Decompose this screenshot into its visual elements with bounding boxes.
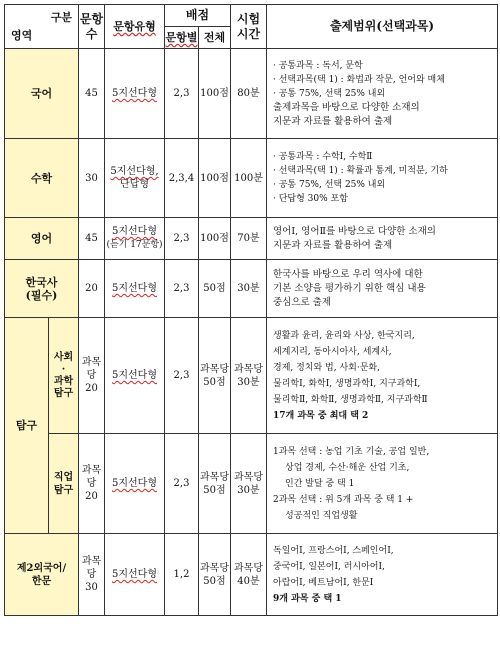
social-total: 과목당 50점 — [199, 318, 231, 434]
history-time: 30분 — [231, 260, 267, 318]
math-count: 30 — [79, 139, 105, 218]
vocational-range: 1과목 선택 : 농업 기초 기술, 공업 일반, 상업 경제, 수산·해운 산업 기초, 인간 발달 중 택 1 2과목 선택 : 위 5개 과목 중 택 1 + 성공적인 직업생활 — [267, 434, 498, 534]
history-count: 20 — [79, 260, 105, 318]
vocational-total: 과목당 50점 — [199, 434, 231, 534]
social-time: 과목당 30분 — [231, 318, 267, 434]
math-type: 5지선다형, 단답형 — [105, 139, 165, 218]
korean-total: 100점 — [199, 49, 231, 139]
row-inquiry-vocational — [5, 434, 498, 534]
english-per: 2,3 — [165, 218, 199, 260]
history-total: 50점 — [199, 260, 231, 318]
header-score-per-item: 문항별 — [165, 27, 199, 49]
math-time: 100분 — [231, 139, 267, 218]
header-corner-bottom: 영역 — [11, 29, 33, 42]
header-num-items: 문항 수 — [79, 5, 105, 49]
area-math: 수학 — [5, 139, 79, 218]
english-time: 70분 — [231, 218, 267, 260]
row-inquiry-social — [5, 318, 498, 434]
row-history — [5, 260, 498, 318]
header-exam-time: 시험 시간 — [231, 5, 267, 49]
history-per: 2,3 — [165, 260, 199, 318]
math-per: 2,3,4 — [165, 139, 199, 218]
vocational-per: 2,3 — [165, 434, 199, 534]
foreign-per: 1,2 — [165, 534, 199, 616]
math-range: · 공통과목 : 수학Ⅰ, 수학Ⅱ · 선택과목(택 1) : 확률과 통계, 미적분, 기하 · 공통 75%, 선택 25% 내외 · 단답형 30% 포함 — [267, 139, 498, 218]
header-score: 배점 — [165, 5, 231, 27]
header-item-type: 문항유형 — [105, 5, 165, 49]
inquiry-social-sub: 사회 · 과학 탐구 — [49, 318, 79, 434]
korean-type: 5지선다형 — [105, 49, 165, 139]
history-range: 한국사를 바탕으로 우리 역사에 대한 기본 소양을 평가하기 위한 핵심 내용 중심으로 출제 — [267, 260, 498, 318]
foreign-time: 과목당 40분 — [231, 534, 267, 616]
social-per: 2,3 — [165, 318, 199, 434]
header-corner-top: 구분 — [50, 11, 72, 24]
header-score-total: 전체 — [199, 27, 231, 49]
vocational-count: 과목당 20 — [79, 434, 105, 534]
english-total: 100점 — [199, 218, 231, 260]
header-corner — [5, 5, 79, 49]
header-range: 출제범위(선택과목) — [267, 5, 498, 49]
exam-table — [4, 4, 498, 616]
vocational-type: 5지선다형 — [105, 434, 165, 534]
row-math — [5, 139, 498, 218]
history-type: 5지선다형 — [105, 260, 165, 318]
row-english — [5, 218, 498, 260]
english-count: 45 — [79, 218, 105, 260]
area-korean: 국어 — [5, 49, 79, 139]
row-korean — [5, 49, 498, 139]
english-range: 영어Ⅰ, 영어Ⅱ를 바탕으로 다양한 소재의 지문과 자료를 활용하여 출제 — [267, 218, 498, 260]
area-foreign: 제2외국어/ 한문 — [5, 534, 79, 616]
foreign-range: 독일어Ⅰ, 프랑스어Ⅰ, 스페인어Ⅰ, 중국어Ⅰ, 일본어Ⅰ, 러시아어Ⅰ, 아랍어Ⅰ, 베트남어Ⅰ, 한문Ⅰ 9개 과목 중 택 1 — [267, 534, 498, 616]
english-type: 5지선다형 (듣기 17문항) — [105, 218, 165, 260]
inquiry-vocational-sub: 직업 탐구 — [49, 434, 79, 534]
area-inquiry: 탐구 — [5, 318, 49, 534]
korean-range: · 공통과목 : 독서, 문학 · 선택과목(택 1) : 화법과 작문, 언어와 매체 · 공통 75%, 선택 25% 내외 출제과목을 바탕으로 다양한 소재의 지문과 자료를 활용하여 출제 — [267, 49, 498, 139]
area-english: 영어 — [5, 218, 79, 260]
social-range: 생활과 윤리, 윤리와 사상, 한국지리, 세계지리, 동아시아사, 세계사, 경제, 정치와 법, 사회·문화, 물리학Ⅰ, 화학Ⅰ, 생명과학Ⅰ, 지구과학Ⅰ, 물리학Ⅱ, 화학Ⅱ, 생명과학Ⅱ, 지구과학Ⅱ 17개 과목 중 최대 택 2 — [267, 318, 498, 434]
foreign-count: 과목당 30 — [79, 534, 105, 616]
foreign-total: 과목당 50점 — [199, 534, 231, 616]
social-type: 5지선다형 — [105, 318, 165, 434]
math-total: 100점 — [199, 139, 231, 218]
row-foreign — [5, 534, 498, 616]
korean-count: 45 — [79, 49, 105, 139]
korean-time: 80분 — [231, 49, 267, 139]
foreign-type: 5지선다형 — [105, 534, 165, 616]
vocational-time: 과목당 30분 — [231, 434, 267, 534]
social-count: 과목당 20 — [79, 318, 105, 434]
korean-per: 2,3 — [165, 49, 199, 139]
area-history: 한국사 (필수) — [5, 260, 79, 318]
